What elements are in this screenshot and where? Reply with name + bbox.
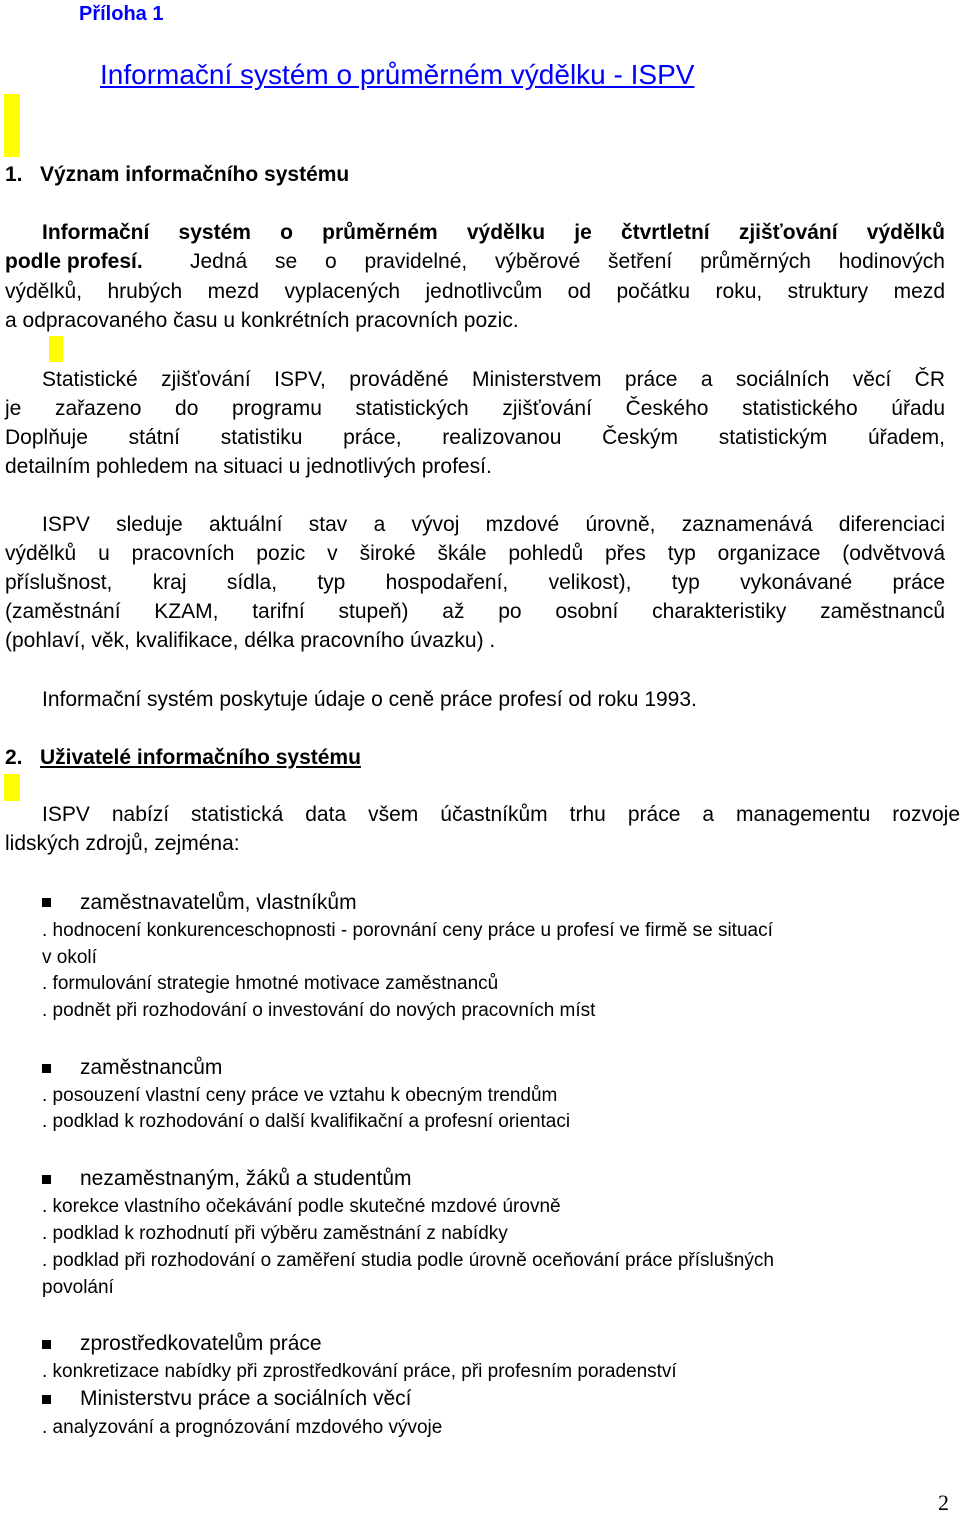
group-item: . hodnocení konkurenceschopnosti - porovnání ceny práce u profesí ve firmě se situací: [42, 920, 773, 941]
group-item: . podklad k rozhodnutí při výběru zaměstnání z nabídky: [42, 1223, 508, 1244]
section1-heading: Význam informačního systému: [40, 163, 350, 186]
group-item: . formulování strategie hmotné motivace zaměstnanců: [42, 973, 499, 994]
para2-line: Statistické zjišťování ISPV, prováděné Ministerstvem práce a sociálních věcí ČR: [42, 368, 945, 391]
group-title: nezaměstnaným, žáků a studentům: [80, 1167, 412, 1190]
para2-line: je zařazeno do programu statistických zjišťování Českého statistického úřadu: [5, 397, 945, 420]
bullet-square-icon: [42, 1395, 51, 1404]
para3-line: (pohlaví, věk, kvalifikace, délka pracovního úvazku) .: [5, 629, 496, 652]
section2-number: 2.: [5, 746, 23, 769]
group-item: v okolí: [42, 947, 97, 968]
bullet-square-icon: [42, 1175, 51, 1184]
para2-line: detailním pohledem na situaci u jednotlivých profesí.: [5, 455, 492, 478]
para3-line: příslušnost, kraj sídla, typ hospodaření, velikost), typ vykonávané práce: [5, 571, 945, 594]
para1-line: výdělků, hrubých mezd vyplacených jednotlivcům od počátku roku, struktury mezd: [5, 280, 945, 303]
group-item: . posouzení vlastní ceny práce ve vztahu k obecným trendům: [42, 1085, 558, 1106]
para1-line: Informační systém o průměrném výdělku je čtvrtletní zjišťování výdělků: [42, 221, 945, 244]
appendix-label: Příloha 1: [79, 3, 164, 25]
bullet-square-icon: [42, 898, 51, 907]
page-number: 2: [938, 1490, 949, 1515]
bullet-square-icon: [42, 1064, 51, 1073]
group-item: . podklad při rozhodování o zaměření studia podle úrovně oceňování práce příslušných: [42, 1250, 774, 1271]
group-item: . konkretizace nabídky při zprostředkování práce, při profesním poradenství: [42, 1361, 677, 1382]
group-item: . podnět při rozhodování o investování do nových pracovních míst: [42, 1000, 596, 1021]
para1-line: a odpracovaného času u konkrétních pracovních pozic.: [5, 309, 519, 332]
para4: Informační systém poskytuje údaje o ceně práce profesí od roku 1993.: [42, 688, 697, 711]
group-title: zprostředkovatelům práce: [80, 1332, 322, 1355]
section2-heading: Uživatelé informačního systému: [40, 746, 361, 769]
para3-line: výdělků u pracovních pozic v široké škále pohledů přes typ organizace (odvětvová: [5, 542, 945, 565]
group-item: . podklad k rozhodování o další kvalifikační a profesní orientaci: [42, 1111, 571, 1132]
page-title: Informační systém o průměrném výdělku - ISPV: [100, 59, 695, 90]
bullet-square-icon: [42, 1340, 51, 1349]
highlight-marker: [4, 94, 20, 157]
intro-line: ISPV nabízí statistická data všem účastníkům trhu práce a managementu rozvoje: [42, 803, 960, 826]
highlight-marker: [4, 774, 20, 801]
para3-line: ISPV sleduje aktuální stav a vývoj mzdové úrovně, zaznamenává diferenciaci: [42, 513, 945, 536]
para2-line: Doplňuje státní statistiku práce, realizovanou Českým statistickým úřadem,: [5, 426, 945, 449]
group-title: zaměstnancům: [80, 1056, 223, 1079]
intro-line: lidských zdrojů, zejména:: [5, 832, 240, 855]
group-title: Ministerstvu práce a sociálních věcí: [80, 1387, 412, 1410]
group-item: povolání: [42, 1277, 114, 1298]
para1-line: Jedná se o pravidelné, výběrové šetření průměrných hodinových: [190, 250, 945, 273]
highlight-marker: [49, 336, 63, 362]
para1-line: podle profesí.: [5, 250, 143, 273]
group-item: . korekce vlastního očekávání podle skutečné mzdové úrovně: [42, 1196, 561, 1217]
group-item: . analyzování a prognózování mzdového vývoje: [42, 1417, 443, 1438]
para3-line: (zaměstnání KZAM, tarifní stupeň) až po osobní charakteristiky zaměstnanců: [5, 600, 945, 623]
section1-number: 1.: [5, 163, 23, 186]
group-title: zaměstnavatelům, vlastníkům: [80, 891, 357, 914]
